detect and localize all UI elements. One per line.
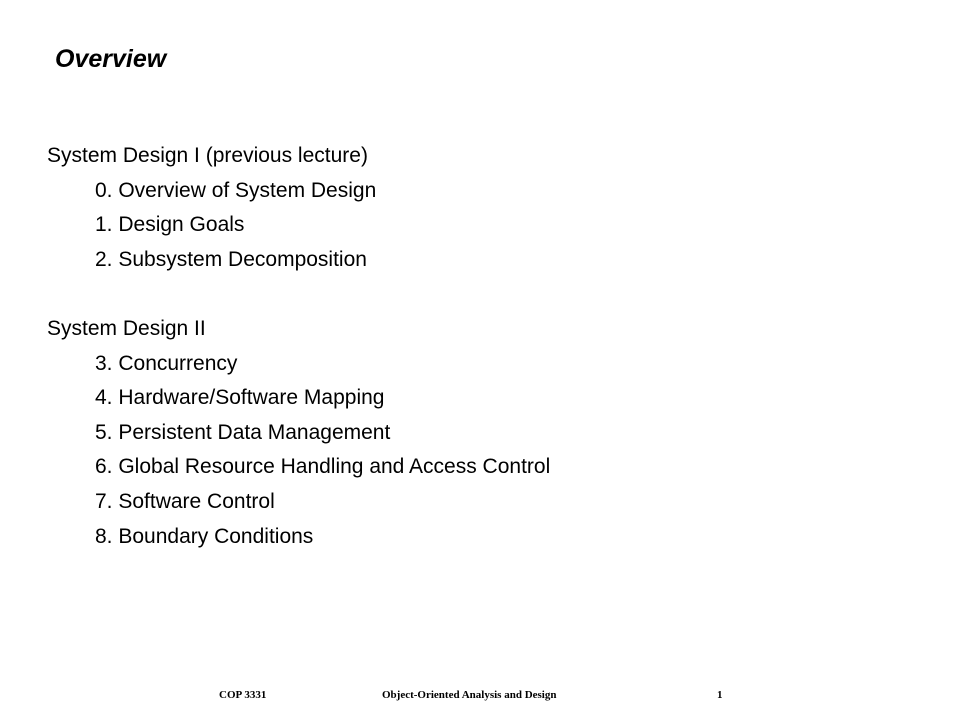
section-heading: System Design I (previous lecture) [47,144,368,167]
footer-course-code: COP 3331 [219,689,267,701]
list-item: 5. Persistent Data Management [95,420,391,444]
section-system-design-1 [47,139,907,277]
slide-title: Overview [55,45,167,73]
section-system-design-2 [47,312,907,554]
slide-footer [0,687,960,703]
footer-page-number: 1 [717,689,723,701]
list-item: 3. Concurrency [95,351,238,375]
list-item: 4. Hardware/Software Mapping [95,386,385,410]
topic-list [47,174,907,278]
list-item: 7. Software Control [95,489,275,513]
list-item: 0. Overview of System Design [95,178,377,202]
section-heading: System Design II [47,316,206,340]
list-item: 6. Global Resource Handling and Access Control [95,455,551,479]
list-item: 1. Design Goals [95,213,245,237]
list-item: 2. Subsystem Decomposition [95,247,367,271]
topic-list [47,347,907,555]
slide-body [47,139,907,554]
footer-course-title: Object-Oriented Analysis and Design [382,689,557,701]
list-item: 8. Boundary Conditions [95,524,314,548]
